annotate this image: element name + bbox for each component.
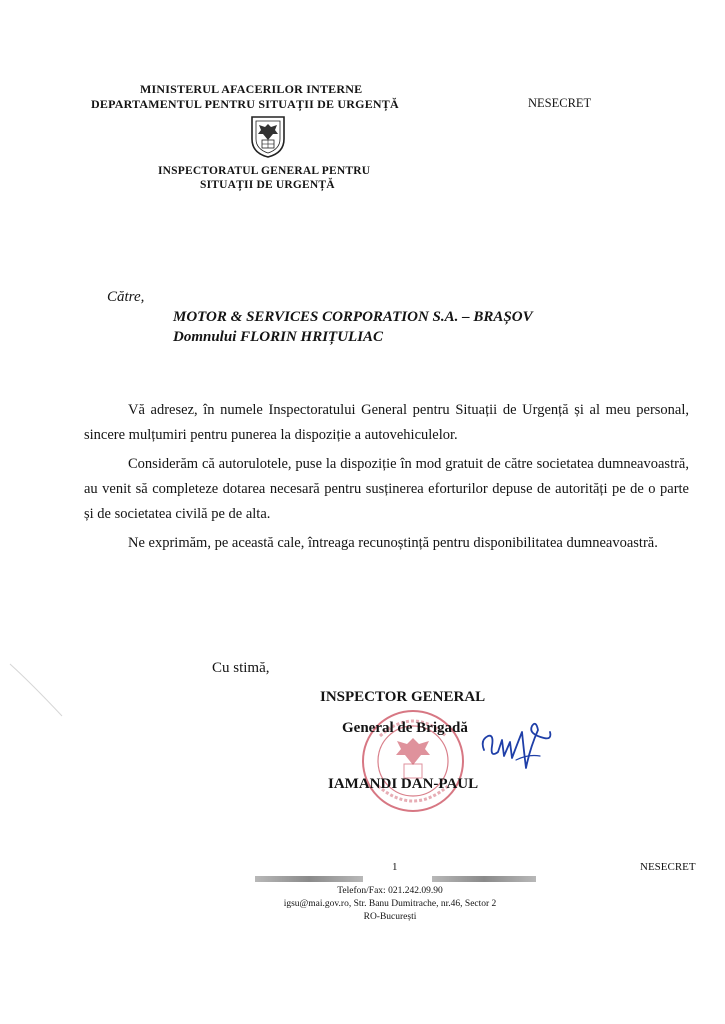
footer-bar-left xyxy=(255,876,363,882)
classification-top: NESECRET xyxy=(528,96,592,110)
paragraph-2: Considerăm că autorulotele, puse la dispoziție în mod gratuit de către societatea dumneavoastră, au venit să completeze dotarea necesară pentru susținerea eforturilor depuse de autorități pe de o parte și de societatea civilă pe de alta. xyxy=(84,456,689,522)
classification-bottom: NESECRET xyxy=(640,861,696,873)
signatory-name: IAMANDI DAN-PAUL xyxy=(328,776,479,792)
inspectorate-line-2: SITUAȚII DE URGENȚĂ xyxy=(200,179,335,191)
signature-icon xyxy=(478,712,558,782)
paragraph-1: Vă adresez, în numele Inspectoratului General pentru Situații de Urgență și al meu personal, sincere mulțumiri pentru punerea la dispoziție a autovehiculelor. xyxy=(84,402,689,443)
signatory-rank: General de Brigadă xyxy=(342,720,468,736)
closing-greeting: Cu stimă, xyxy=(212,660,270,676)
page-number: 1 xyxy=(392,861,398,873)
footer-phone: Telefon/Fax: 021.242.09.90 xyxy=(337,886,443,896)
letter-body xyxy=(84,398,689,560)
footer-address: igsu@mai.gov.ro, Str. Banu Dumitrache, nr.46, Sector 2 xyxy=(283,899,497,909)
footer-bar-right xyxy=(432,876,536,882)
ministry-name: MINISTERUL AFACERILOR INTERNE xyxy=(140,82,363,96)
inspectorate-line-1: INSPECTORATUL GENERAL PENTRU xyxy=(158,165,371,177)
footer-city: RO-București xyxy=(363,912,417,922)
coat-of-arms-icon xyxy=(248,113,288,159)
recipient-company: MOTOR & SERVICES CORPORATION S.A. – BRAȘOV xyxy=(173,309,533,325)
recipient-person: Domnului FLORIN HRIȚULIAC xyxy=(173,329,384,345)
department-name: DEPARTAMENTUL PENTRU SITUAȚII DE URGENȚĂ xyxy=(91,97,399,111)
scan-mark xyxy=(8,660,68,720)
salutation: Către, xyxy=(107,289,145,305)
signatory-title: INSPECTOR GENERAL xyxy=(320,689,486,705)
paragraph-3: Ne exprimăm, pe această cale, întreaga recunoștință pentru disponibilitatea dumneavoastră. xyxy=(128,535,658,551)
